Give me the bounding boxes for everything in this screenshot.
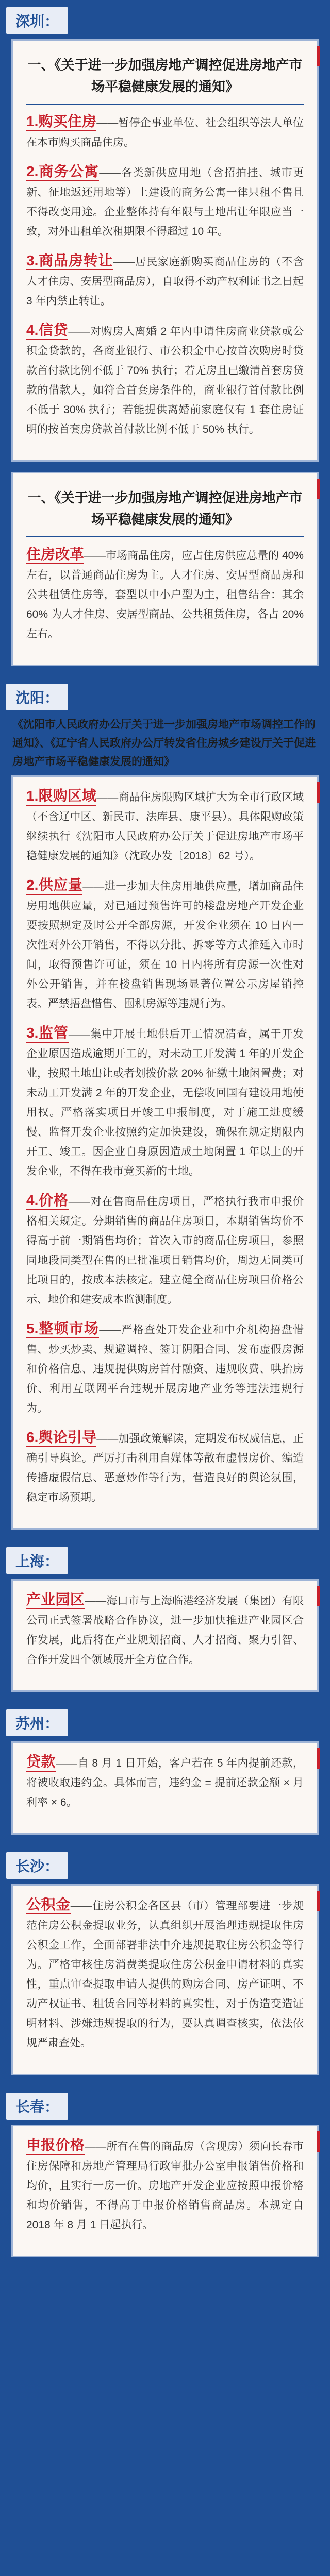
item-text: 居民家庭新购买商品住房的（不含人才住房、安居型商品房），自取得不动产权利证书之日起 3 年内禁止转让。 (26, 256, 304, 307)
item-text: 住房公积金各区县（市）管理部要进一步规范住房公积金提取业务，认真组织开展治理违规提取住房公积金工作，全面部署非法中介违规提取住房公积金等行为。严格审核住房消费类提取住房公积金申请材料的真实性，重点审查提取申请人提供的购房合同、房产证明、不动产权证书、租赁合同等材料的真实性，对于伪造变造证明材料、涉嫌违规提取的行为，要认真调查核实，依法依规严肃查处。 (26, 1900, 304, 2049)
item-text: 市场商品住房，应占住房供应总量的 40% 左右，以普通商品住房为主。人才住房、安居型商品房和公共租赁住房等，套型以中小户型为主，租售结合：其余 60% 为人才住房、安居型商品、公共租赁住房，各占 20% 左右。 (26, 550, 304, 640)
item-heading: 贷款 (26, 1754, 56, 1772)
item-text: 暂停企事业单位、社会组织等法人单位在本市购买商品住房。 (26, 117, 304, 148)
notice-title: 一、《关于进一步加强房地产调控促进房地产市场平稳健康发展的通知》 (26, 50, 304, 105)
policy-item: 贷款——自 8 月 1 日开始，客户若在 5 年内提前还款，将被收取违约金。具体而言，违约金 = 提前还款金额 × 月利率 × 6。 (26, 1754, 304, 1808)
item-text: 商品住房限购区域扩大为全市行政区域（不含辽中区、新民市、法库县、康平县）。具体限购政策继续执行《沈阳市人民政府办公厅关于促进房地产市场平稳健康发展的通知》（沈政办发〔2018〕62 号）。 (26, 791, 304, 862)
policy-item: 4.价格——对在售商品住房项目，严格执行我市申报价格相关规定。分期销售的商品住房项目，本期销售均价不得高于前一期销售均价；首次入市的商品住房项目，参照同地段同类型在售的已批准项目销售均价，周边无同类可比项目的，按成本法核定。建立健全商品住房项目价格公示、地价和建安成本监测制度。 (26, 1192, 304, 1306)
shanghai-panel (11, 1579, 319, 1692)
policy-item: 3.商品房转让——居民家庭新购买商品住房的（不含人才住房、安居型商品房），自取得不动产权利证书之日起 3 年内禁止转让。 (26, 252, 304, 307)
item-heading: 2.供应量 (26, 877, 82, 895)
item-heading: 住房改革 (26, 546, 84, 564)
item-heading: 2.商务公寓 (26, 163, 99, 181)
item-text: 对在售商品住房项目，严格执行我市申报价格相关规定。分期销售的商品住房项目，本期销售均价不得高于前一期销售均价；首次入市的商品住房项目，参照同地段同类型在售的已批准项目销售均价，周边无同类可比项目的，按成本法核定。建立健全商品住房项目价格公示、地价和建安成本监测制度。 (26, 1196, 304, 1306)
changsha-panel (11, 1884, 319, 2075)
city-label-shenzhen: 深圳： (6, 7, 68, 34)
city-label-shanghai: 上海： (6, 1547, 68, 1574)
policy-item: 3.监管——集中开展土地供后开工情况清查，属于开发企业原因造成逾期开工的，对未动工开发满 1 年的开发企业，按照土地出让或者划拨价款 20% 征缴土地闲置费；对未动工开发满 2 年的开发企业，无偿收回国有建设用地使用权。严格落实项目开竣工申报制度，对于施工进度缓慢、监督开发企业按照约定加快建设，确保在规定期限内开工、竣工。因企业自身原因造成土地闲置 1 年以上的开发企业，不得在我市竞买新的土地。 (26, 1025, 304, 1177)
changchun-panel (11, 2125, 319, 2257)
item-text: 进一步加大住房用地供应量，增加商品住房用地供应量，对已通过预售许可的楼盘房地产开发企业要按照规定及时公开全部房源，开发企业须在 10 日内一次性对外公开销售，不得以分批、拆零等方式推延入市时间，取得预售许可证，须在 10 日内将所有房源一次性对外公开销售，并在楼盘销售现场显著位置公示房屋销控表。严禁捂盘惜售、囤积房源等违规行为。 (26, 880, 304, 1010)
policy-item: 2.供应量——进一步加大住房用地供应量，增加商品住房用地供应量，对已通过预售许可的楼盘房地产开发企业要按照规定及时公开全部房源，开发企业须在 10 日内一次性对外公开销售，不得以分批、拆零等方式推延入市时间，取得预售许可证，须在 10 日内将所有房源一次性对外公开销售，并在楼盘销售现场显著位置公示房屋销控表。严禁捂盘惜售、囤积房源等违规行为。 (26, 877, 304, 1010)
policy-item: 5.整顿市场——严格查处开发企业和中介机构捂盘惜售、炒买炒卖、规避调控、签订阴阳合同、发布虚假房源和价格信息、违规提供购房首付融资、违规收费、哄抬房价、利用互联网平台违规开展房地产业务等违法违规行为。 (26, 1320, 304, 1414)
policy-item: 6.舆论引导——加强政策解读，定期发布权威信息，正确引导舆论。严厉打击利用自媒体等散布虚假房价、编造传播虚假信息、恶意炒作等行为，营造良好的舆论氛围，稳定市场预期。 (26, 1429, 304, 1503)
item-heading: 6.舆论引导 (26, 1429, 96, 1447)
item-text: 加强政策解读，定期发布权威信息，正确引导舆论。严厉打击利用自媒体等散布虚假房价、编造传播虚假信息、恶意炒作等行为，营造良好的舆论氛围，稳定市场预期。 (26, 1433, 304, 1503)
item-text: 对购房人离婚 2 年内申请住房商业贷款或公积金贷款的，各商业银行、市公积金中心按首次购房时贷款首付款比例不低于 70% 执行；若无房且已缴清首套房贷款的借款人，如符合首套房条件的，商业银行首付款比例不低于 30% 执行；若能提供离婚前家庭仅有 1 套住房证明的按首套房贷款首付款比例不低于 50% 执行。 (26, 326, 304, 435)
item-heading: 产业园区 (26, 1591, 85, 1609)
item-heading: 申报价格 (26, 2137, 85, 2155)
item-heading: 5.整顿市场 (26, 1320, 99, 1338)
policy-item: 申报价格——所有在售的商品房（含现房）须向长春市住房保障和房地产管理局行政审批办公室申报销售价格和均价，且实行一房一价。房地产开发企业应按照申报价格和均价销售，不得高于申报价格销售商品房。本规定自 2018 年 8 月 1 日起执行。 (26, 2137, 304, 2231)
item-text: 自 8 月 1 日开始，客户若在 5 年内提前还款，将被收取违约金。具体而言，违约金 = 提前还款金额 × 月利率 × 6。 (26, 1757, 304, 1808)
shenzhen-panel-2 (11, 472, 319, 666)
shenzhen-panel-1 (11, 39, 319, 462)
notice-title: 一、《关于进一步加强房地产调控促进房地产市场平稳健康发展的通知》 (26, 483, 304, 537)
shenyang-panel (11, 775, 319, 1530)
policy-item: 4.信贷——对购房人离婚 2 年内申请住房商业贷款或公积金贷款的，各商业银行、市公积金中心按首次购房时贷款首付款比例不低于 70% 执行；若无房且已缴清首套房贷款的借款人，如符合首套房条件的，商业银行首付款比例不低于 30% 执行；若能提供离婚前家庭仅有 1 套住房证明的按首套房贷款首付款比例不低于 50% 执行。 (26, 322, 304, 435)
item-heading: 1.购买住房 (26, 113, 96, 131)
city-label-suzhou: 苏州： (6, 1709, 68, 1736)
item-text: 所有在售的商品房（含现房）须向长春市住房保障和房地产管理局行政审批办公室申报销售价格和均价，且实行一房一价。房地产开发企业应按照申报价格和均价销售，不得高于申报价格销售商品房。本规定自 2018 年 8 月 1 日起执行。 (26, 2141, 304, 2231)
city-label-changchun: 长春： (6, 2093, 68, 2120)
item-heading: 4.信贷 (26, 322, 68, 340)
policy-reference: 《沈阳市人民政府办公厅关于进一步加强房地产市场调控工作的通知》、《辽宁省人民政府办公厅转发省住房城乡建设厅关于促进房地产市场平稳健康发展的通知》 (12, 719, 316, 768)
policy-item: 1.限购区域——商品住房限购区域扩大为全市行政区域（不含辽中区、新民市、法库县、康平县）。具体限购政策继续执行《沈阳市人民政府办公厅关于促进房地产市场平稳健康发展的通知》（沈政办发〔2018〕62 号）。 (26, 788, 304, 862)
item-heading: 3.监管 (26, 1025, 69, 1043)
policy-item: 1.购买住房——暂停企事业单位、社会组织等法人单位在本市购买商品住房。 (26, 113, 304, 148)
item-heading: 3.商品房转让 (26, 252, 113, 270)
item-text: 集中开展土地供后开工情况清查，属于开发企业原因造成逾期开工的，对未动工开发满 1 年的开发企业，按照土地出让或者划拨价款 20% 征缴土地闲置费；对未动工开发满 2 年的开发企业，无偿收回国有建设用地使用权。严格落实项目开竣工申报制度，对于施工进度缓慢、监督开发企业按照约定加快建设，确保在规定期限内开工、竣工。因企业自身原因造成土地闲置 1 年以上的开发企业，不得在我市竞买新的土地。 (26, 1028, 304, 1177)
item-text: 严格查处开发企业和中介机构捂盘惜售、炒买炒卖、规避调控、签订阴阳合同、发布虚假房源和价格信息、违规提供购房首付融资、违规收费、哄抬房价、利用互联网平台违规开展房地产业务等违法违规行为。 (26, 1324, 304, 1414)
item-heading: 公积金 (26, 1896, 71, 1914)
item-text: 海口市与上海临港经济发展（集团）有限公司正式签署战略合作协议，进一步加快推进产业园区合作发展，此后将在产业规划招商、人才招商、聚力引智、合作开发四个领域展开全方位合作。 (26, 1595, 304, 1666)
policy-item: 住房改革——市场商品住房，应占住房供应总量的 40% 左右，以普通商品住房为主。人才住房、安居型商品房和公共租赁住房等，套型以中小户型为主，租售结合：其余 60% 为人才住房、安居型商品、公共租赁住房，各占 20% 左右。 (26, 546, 304, 640)
item-heading: 1.限购区域 (26, 788, 96, 806)
item-heading: 4.价格 (26, 1192, 69, 1210)
policy-item: 产业园区——海口市与上海临港经济发展（集团）有限公司正式签署战略合作协议，进一步加快推进产业园区合作发展，此后将在产业规划招商、人才招商、聚力引智、合作开发四个领域展开全方位合作。 (26, 1591, 304, 1666)
policy-item: 2.商务公寓——各类新供应用地（含招拍挂、城市更新、征地返还用地等）上建设的商务公寓一律只租不售且不得改变用途。企业整体持有年限与土地出让年限应当一致，对外出租单次租期限不得超过 10 年。 (26, 163, 304, 238)
suzhou-panel (11, 1741, 319, 1835)
city-label-shenyang: 沈阳： (6, 684, 68, 710)
policy-item: 公积金——住房公积金各区县（市）管理部要进一步规范住房公积金提取业务，认真组织开展治理违规提取住房公积金工作，全面部署非法中介违规提取住房公积金等行为。严格审核住房消费类提取住房公积金申请材料的真实性，重点审查提取申请人提供的购房合同、房产证明、不动产权证书、租赁合同等材料的真实性，对于伪造变造证明材料、涉嫌违规提取的行为，要认真调查核实，依法依规严肃查处。 (26, 1896, 304, 2049)
item-text: 各类新供应用地（含招拍挂、城市更新、征地返还用地等）上建设的商务公寓一律只租不售且不得改变用途。企业整体持有年限与土地出让年限应当一致，对外出租单次租期限不得超过 10 年。 (26, 167, 304, 238)
city-label-changsha: 长沙： (6, 1852, 68, 1879)
